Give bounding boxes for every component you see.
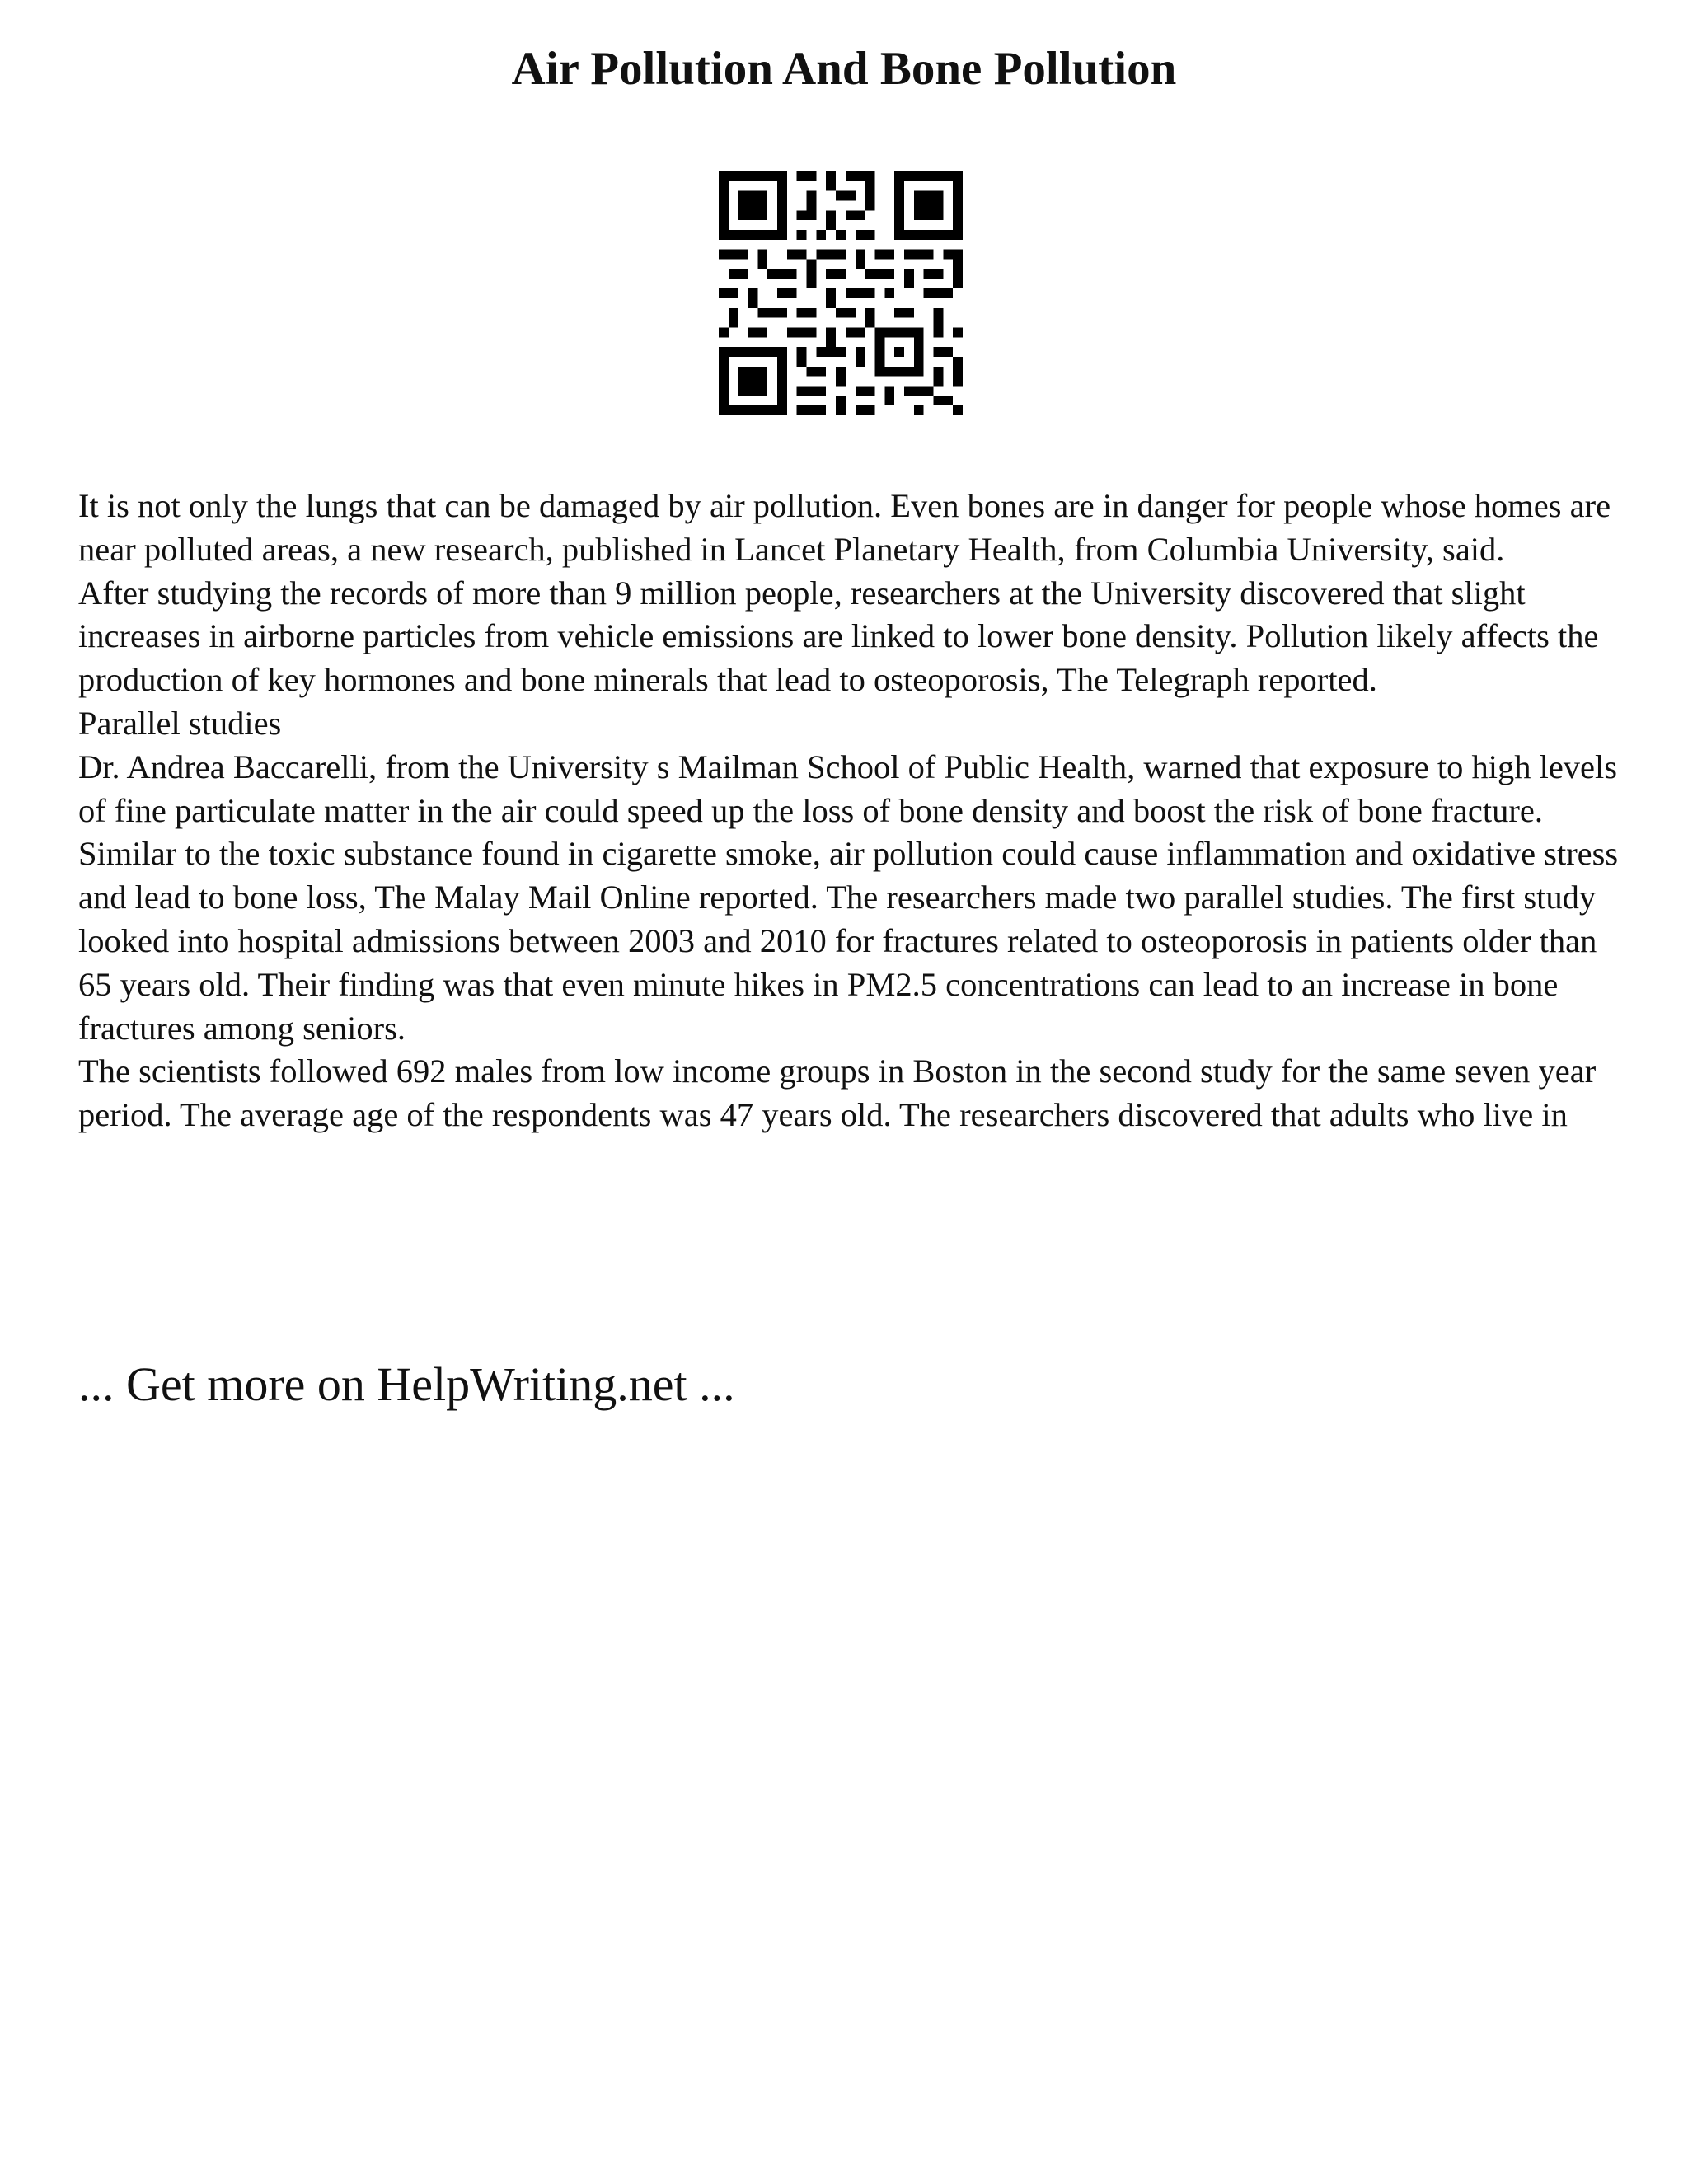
paragraph-baccarelli: Dr. Andrea Baccarelli, from the University s Mailman School of Public Health, warned that exposure to high levels of fine particulate matter in the air could speed up the loss of bone density and boost the risk of bone fracture. Similar to the toxic substance found in cigarette smoke, air pollution could cause inflammation and oxidative stress and lead to bone loss, The Malay Mail Online reported. The researchers made two parallel studies. The first study looked into hospital admissions between 2003 and 2010 for fractures related to osteoporosis in patients older than 65 years old. Their finding was that even minute hikes in PM2.5 concentrations can lead to an increase in bone fractures among seniors. — [78, 748, 1619, 1047]
article-body — [78, 485, 1628, 1137]
get-more-link[interactable]: ... Get more on HelpWriting.net ... — [78, 1357, 735, 1411]
section-heading-parallel-studies: Parallel studies — [78, 704, 282, 742]
qr-code-icon — [719, 171, 963, 415]
paragraph-intro: It is not only the lungs that can be damaged by air pollution. Even bones are in danger for people whose homes are near polluted areas, a new research, published in Lancet Planetary Health, from Columbia University, said. — [78, 487, 1611, 568]
paragraph-study-findings: After studying the records of more than 9 million people, researchers at the University discovered that slight increases in airborne particles from vehicle emissions are linked to lower bone density. Pollution likely affects the production of key hormones and bone minerals that lead to osteoporosis, The Telegraph reported. — [78, 574, 1599, 699]
paragraph-second-study: The scientists followed 692 males from low income groups in Boston in the second study for the same seven year period. The average age of the respondents was 47 years old. The researchers discovered that adults who live in — [78, 1052, 1597, 1134]
document-title: Air Pollution And Bone Pollution — [511, 43, 1177, 95]
